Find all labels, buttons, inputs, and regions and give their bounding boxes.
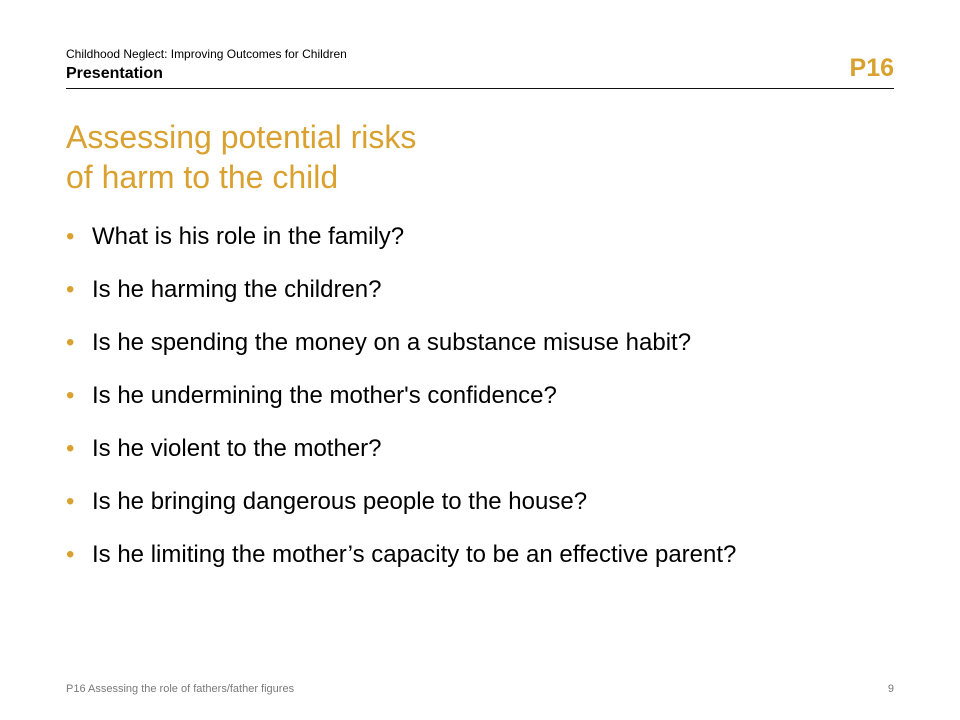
bullet-dot-icon: • xyxy=(66,488,75,515)
bullet-text: Is he harming the children? xyxy=(92,276,382,303)
slide-header xyxy=(66,47,826,84)
slide-title-line-1: Assessing potential risks xyxy=(66,119,417,155)
bullet-item xyxy=(66,435,896,463)
bullet-dot-icon: • xyxy=(66,382,75,409)
bullet-item xyxy=(66,223,896,251)
bullet-text: Is he bringing dangerous people to the house? xyxy=(92,488,588,515)
bullet-item xyxy=(66,488,896,516)
bullet-dot-icon: • xyxy=(66,435,75,462)
bullet-text: Is he violent to the mother? xyxy=(92,435,382,462)
bullet-dot-icon: • xyxy=(66,541,75,568)
bullet-dot-icon: • xyxy=(66,276,75,303)
bullet-item xyxy=(66,329,896,357)
slide-title-line-2: of harm to the child xyxy=(66,159,339,195)
slide-title xyxy=(66,117,866,197)
bullet-dot-icon: • xyxy=(66,329,75,356)
course-title: Childhood Neglect: Improving Outcomes for Children xyxy=(66,47,347,61)
header-divider xyxy=(66,88,894,89)
bullet-text: Is he undermining the mother's confidence? xyxy=(92,382,557,409)
bullet-text: Is he spending the money on a substance misuse habit? xyxy=(92,329,692,356)
section-label: Presentation xyxy=(66,65,163,82)
bullet-text: What is his role in the family? xyxy=(92,223,405,250)
bullet-item xyxy=(66,541,896,569)
bullet-dot-icon: • xyxy=(66,223,75,250)
bullet-item xyxy=(66,276,896,304)
bullet-item xyxy=(66,382,896,410)
bullet-list xyxy=(66,223,896,594)
footer-text: P16 Assessing the role of fathers/father figures xyxy=(66,683,295,695)
bullet-text: Is he limiting the mother’s capacity to be an effective parent? xyxy=(92,541,737,568)
presentation-code: P16 xyxy=(849,54,894,82)
page-number: 9 xyxy=(887,683,894,695)
